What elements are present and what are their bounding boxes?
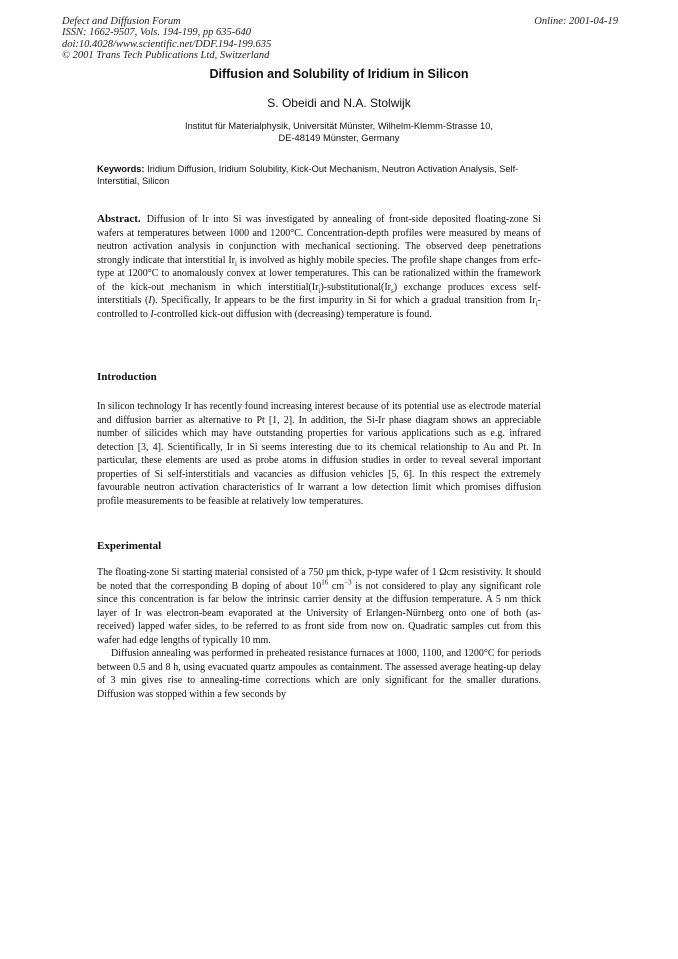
italic-variable: I <box>150 308 154 320</box>
paper-authors: S. Obeidi and N.A. Stolwijk <box>267 96 411 110</box>
subscript: s <box>391 286 394 295</box>
paragraph-text: cm <box>328 580 345 592</box>
keywords-label: Keywords: <box>97 164 145 174</box>
abstract-label: Abstract. <box>97 213 141 225</box>
subscript: i <box>234 259 237 268</box>
abstract-text: -controlled kick-out diffusion with (decreasing) temperature is found. <box>153 308 432 320</box>
affiliation <box>0 120 678 144</box>
paper-title: Diffusion and Solubility of Iridium in Silicon <box>209 67 469 81</box>
keywords <box>97 163 547 187</box>
affiliation-line-1: Institut für Materialphysik, Universität Münster, Wilhelm-Klemm-Strasse 10, <box>185 121 493 131</box>
superscript: 16 <box>321 578 329 587</box>
section-heading-experimental: Experimental <box>97 540 162 552</box>
experimental-paragraph-1 <box>97 566 541 647</box>
abstract-text: ) exchange produces excess self-interstitials ( <box>97 281 541 306</box>
journal-name: Defect and Diffusion Forum <box>62 16 181 27</box>
issn-line: ISSN: 1662-9507, Vols. 194-199, pp 635-640 <box>62 27 251 39</box>
superscript: −3 <box>344 578 352 587</box>
paragraph-text: is not considered to play any significant role since this concentration is far below the intrinsic carrier density at the diffusion temperature. A 5 nm thick layer of Ir was electron-beam evaporated at the University of Erlangen-Nürnberg onto one of both (as-received) lapped wafer sides, to be referred to as front side from now on. Quadratic samples cut from this wafer had edge lengths of typically 10 mm. <box>97 580 541 646</box>
experimental-text <box>97 566 541 701</box>
abstract-text: )-substitutional(Ir <box>320 281 391 293</box>
abstract <box>97 213 541 321</box>
affiliation-line-2: DE-48149 Münster, Germany <box>278 133 400 143</box>
section-heading-introduction: Introduction <box>97 371 157 383</box>
abstract-text: Diffusion of Ir into Si was investigated by annealing of front-side deposited floating-zone Si wafers at temperatures between 1000 and 1200°C. Concentration-depth profiles were measured by means of neutron activation analysis in conjunction with mechanical sectioning. The observed deep penetrations strongly indicate that interstitial Ir <box>97 214 541 266</box>
paragraph-text: The floating-zone Si starting material consisted of a 750 μm thick, p-type wafer of 1 Ωcm resistivity. It should be noted that the corresponding B doping of about 10 <box>97 567 541 592</box>
online-date: Online: 2001-04-19 <box>534 16 618 27</box>
subscript: i <box>318 286 321 295</box>
keywords-text: Iridium Diffusion, Iridium Solubility, Kick-Out Mechanism, Neutron Activation Analysis, Self-Interstitial, Silicon <box>97 164 519 186</box>
abstract-text: ). Specifically, Ir appears to be the first impurity in Si for which a gradual transition from Ir <box>151 295 536 306</box>
italic-variable: I <box>148 295 152 306</box>
doi-line: doi:10.4028/www.scientific.net/DDF.194-199.635 <box>62 38 272 50</box>
experimental-paragraph-2: Diffusion annealing was performed in preheated resistance furnaces at 1000, 1100, and 1200°C for periods between 0.5 and 8 h, using evacuated quartz ampoules as containment. The assessed average heating-up delay of 3 min gives rise to annealing-time corrections which are only significant for the smaller durations. Diffusion was stopped within a few seconds by <box>97 648 541 700</box>
abstract-text: -controlled to <box>97 295 541 320</box>
introduction-text: In silicon technology Ir has recently found increasing interest because of its potential use as electrode material and diffusion barrier as alternative to Pt [1, 2]. In addition, the Si-Ir phase diagram shows an appreciable number of silicides which may have outstanding properties for various applications such as e.g. infrared detection [3, 4]. Scientifically, Ir in Si seems interesting due to its chemical relationship to Au and Pt. In particular, these elements are used as probe atoms in diffusion studies in order to reveal several important properties of Si self-interstitials and vacancies as diffusion vehicles [5, 6]. In this respect the extremely favourable neutron activation characteristics of Ir warrant a low detection limit which promises diffusion profile measurements to be feasible at relatively low temperatures. <box>97 401 541 507</box>
subscript: i <box>535 300 538 308</box>
journal-header <box>62 16 618 62</box>
abstract-text: is involved as highly mobile species. The profile shape changes from erfc-type at 1200°C to anomalously convex at lower temperatures. This can be rationalized within the framework of the kick-out mechanism in which interstitial(Ir <box>97 254 541 293</box>
copyright-line: © 2001 Trans Tech Publications Ltd, Switzerland <box>62 50 270 62</box>
